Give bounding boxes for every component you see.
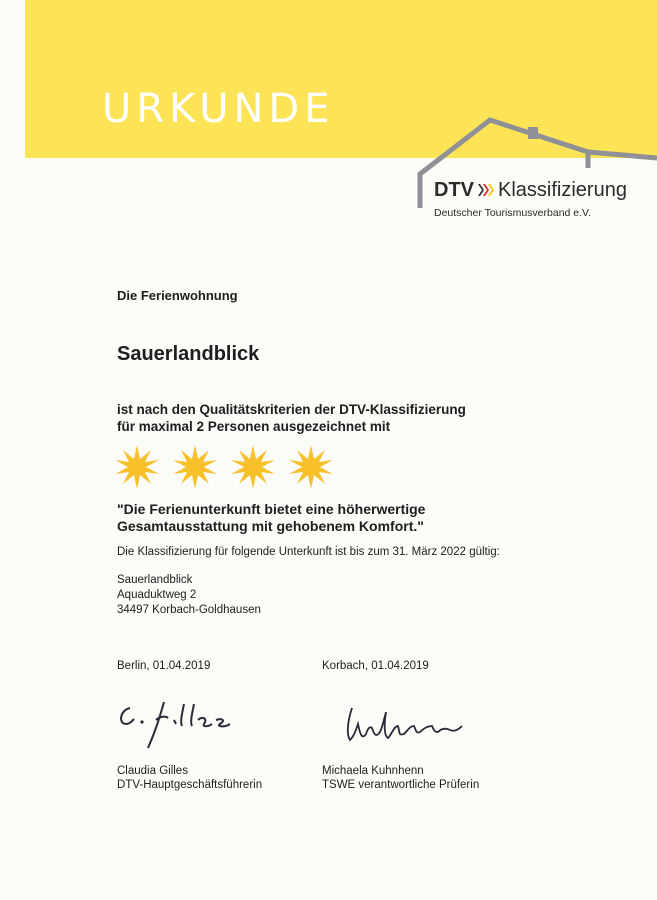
address-line: 34497 Korbach-Goldhausen — [117, 604, 261, 616]
star-icon — [172, 444, 218, 490]
signatory-role: TSWE verantwortliche Prüferin — [322, 779, 480, 791]
dtv-arrows-icon — [478, 182, 494, 198]
dtv-logo-product: Klassifizierung — [498, 178, 627, 201]
quote-line: "Die Ferienunterkunft bietet eine höherwertige — [117, 501, 426, 517]
signatory-name: Claudia Gilles — [117, 765, 188, 777]
signatory-role: DTV-Hauptgeschäftsführerin — [117, 779, 263, 791]
handwritten-signature-gilles — [112, 694, 262, 754]
signatory-name: Michaela Kuhnhenn — [322, 765, 424, 777]
address-line: Sauerlandblick — [117, 574, 193, 586]
star-icon — [114, 444, 160, 490]
signatory-place-date: Korbach, 01.04.2019 — [322, 660, 429, 672]
star-rating — [114, 444, 334, 490]
dtv-logo-name: DTV — [434, 178, 474, 201]
quote-line: Gesamtausstattung mit gehobenem Komfort." — [117, 518, 424, 534]
award-statement-line: ist nach den Qualitätskriterien der DTV-Klassifizierung — [117, 402, 466, 417]
validity-text: Die Klassifizierung für folgende Unterkunft ist bis zum 31. März 2022 gültig: — [117, 546, 500, 558]
dtv-logo — [434, 176, 627, 204]
award-statement — [117, 401, 466, 435]
signatory-place-date: Berlin, 01.04.2019 — [117, 660, 211, 672]
star-icon — [288, 444, 334, 490]
classification-quote — [117, 501, 425, 535]
certificate-title: URKUNDE — [102, 86, 335, 132]
property-name: Sauerlandblick — [117, 343, 260, 365]
dtv-logo-subtitle: Deutscher Tourismusverband e.V. — [434, 207, 592, 219]
signatory-right — [322, 764, 479, 792]
handwritten-signature-kuhnhenn — [338, 700, 468, 750]
signatory-left — [117, 764, 262, 792]
award-statement-line: für maximal 2 Personen ausgezeichnet mit — [117, 419, 391, 434]
star-icon — [230, 444, 276, 490]
property-address — [117, 573, 261, 618]
intro-text: Die Ferienwohnung — [117, 288, 238, 303]
address-line: Aquaduktweg 2 — [117, 589, 197, 601]
